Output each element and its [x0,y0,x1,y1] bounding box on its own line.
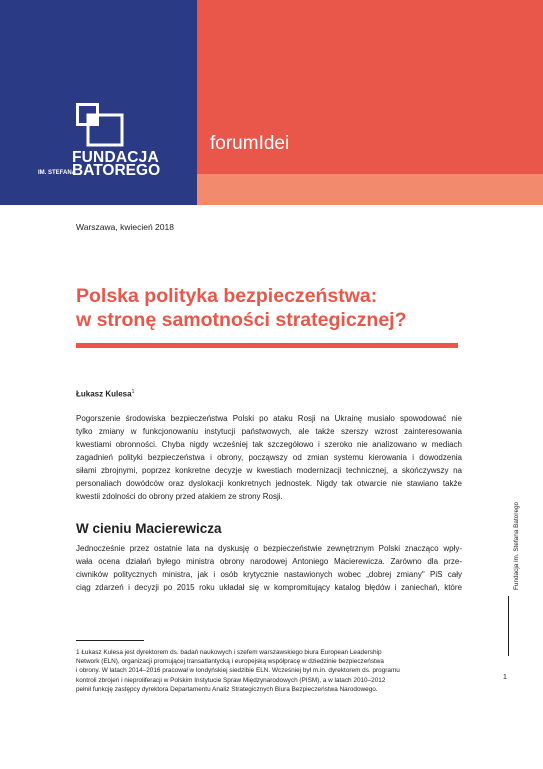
title-underline [76,343,458,348]
section-line: wała ocena działań byłego ministra obrony narodowej Antoniego Macierewicza. Zarówno dla prze- [76,557,462,566]
footnote [76,648,466,694]
place-date: Warszawa, kwiecień 2018 [76,222,174,232]
lead-line: personaliach dowódców oraz dyslokacji konkretnych jednostek. Nigdy tak otwarcie nie stawiano także [76,479,462,488]
lead-line: zagadnień polityki bezpieczeństwa i obrony, począwszy od zmian systemu kierowania i dowodzenia [76,453,462,462]
section-line: Jednocześnie przez ostatnie lata na dyskusję o bezpieczeństwie zewnętrznym Polski znacząco wpły- [76,544,462,553]
lead-line: tylko zmiany w funkcjonowaniu instytucji państwowych, ale także szerszy wzrost zainteresowania [76,427,462,436]
lead-line: siłami zbrojnymi, poprzez konkretne decyzje w kwestiach modernizacji technicznej, a skończywszy na [76,466,462,475]
foundation-logo-icon [76,103,124,147]
author-label: Łukasz Kulesa [76,389,132,399]
section-paragraph [76,542,462,594]
side-label [504,490,520,590]
foundation-name-line1: FUNDACJA [72,149,159,166]
header-salmon-band [197,174,543,205]
footnote-line: 1 Łukasz Kulesa jest dyrektorem ds. badań naukowych i szefem warszawskiego biura European Leadership [76,649,382,656]
author-footnote-mark[interactable]: 1 [131,389,135,395]
side-label-text: Fundacja im. Stefana Batorego [513,501,520,590]
lead-paragraph [76,412,462,503]
foundation-name-line2: BATOREGO [72,162,161,179]
section-line: ciwników politycznych ministra, jak i osób krytycznie nastawionych wobec „dobrej zmiany" PiS cały [76,570,462,579]
title-line-2: w stronę samotności strategicznej? [76,309,407,331]
page-number: 1 [503,674,507,681]
footnote-line: Network (ELN), organizacji promującej transatlantycką i europejską współpracę w dziedzinie bezpieczeństwa [76,658,384,666]
author-name [76,389,134,399]
series-name: forumIdei [210,133,290,154]
lead-line: Pogorszenie środowiska bezpieczeństwa Polski po ataku Rosji na Ukrainę musiało spowodować nie [76,414,462,423]
section-heading: W cieniu Macierewicza [76,521,222,536]
lead-line: kwestii zdolności do obrony przed atakiem ze strony Rosji. [76,492,283,501]
footnote-line: kontroli zbrojeń i nieproliferacji w Polskim Instytucie Spraw Międzynarodowych (PISM), a w latach 2010–2012 [76,676,386,684]
footnote-separator [76,640,144,641]
header-banner [0,0,543,205]
lead-line: kwestiami obronności. Chyba nigdy wcześniej tak szczegółowo i szeroko nie analizowano w mediach [76,440,462,449]
side-rule [508,596,509,656]
section-line: ciąg zdarzeń i decyzji po 2015 roku układał się w kompromitujący katalog błędów i zaniechań, które [76,583,462,592]
foundation-name-small: IM. STEFANA [38,170,77,176]
footnote-line: i obrony. W latach 2014–2016 pracował w londyńskiej siedzibie ELN. Wcześniej był m.in. dyrektorem ds. programu [76,667,400,675]
title-line-1: Polska polityka bezpieczeństwa: [76,285,378,307]
document-title [76,284,456,332]
footnote-line: pełnił funkcję zastępcy dyrektora Departamentu Analiz Strategicznych Biura Bezpieczeństwa Narodowego. [76,685,378,693]
